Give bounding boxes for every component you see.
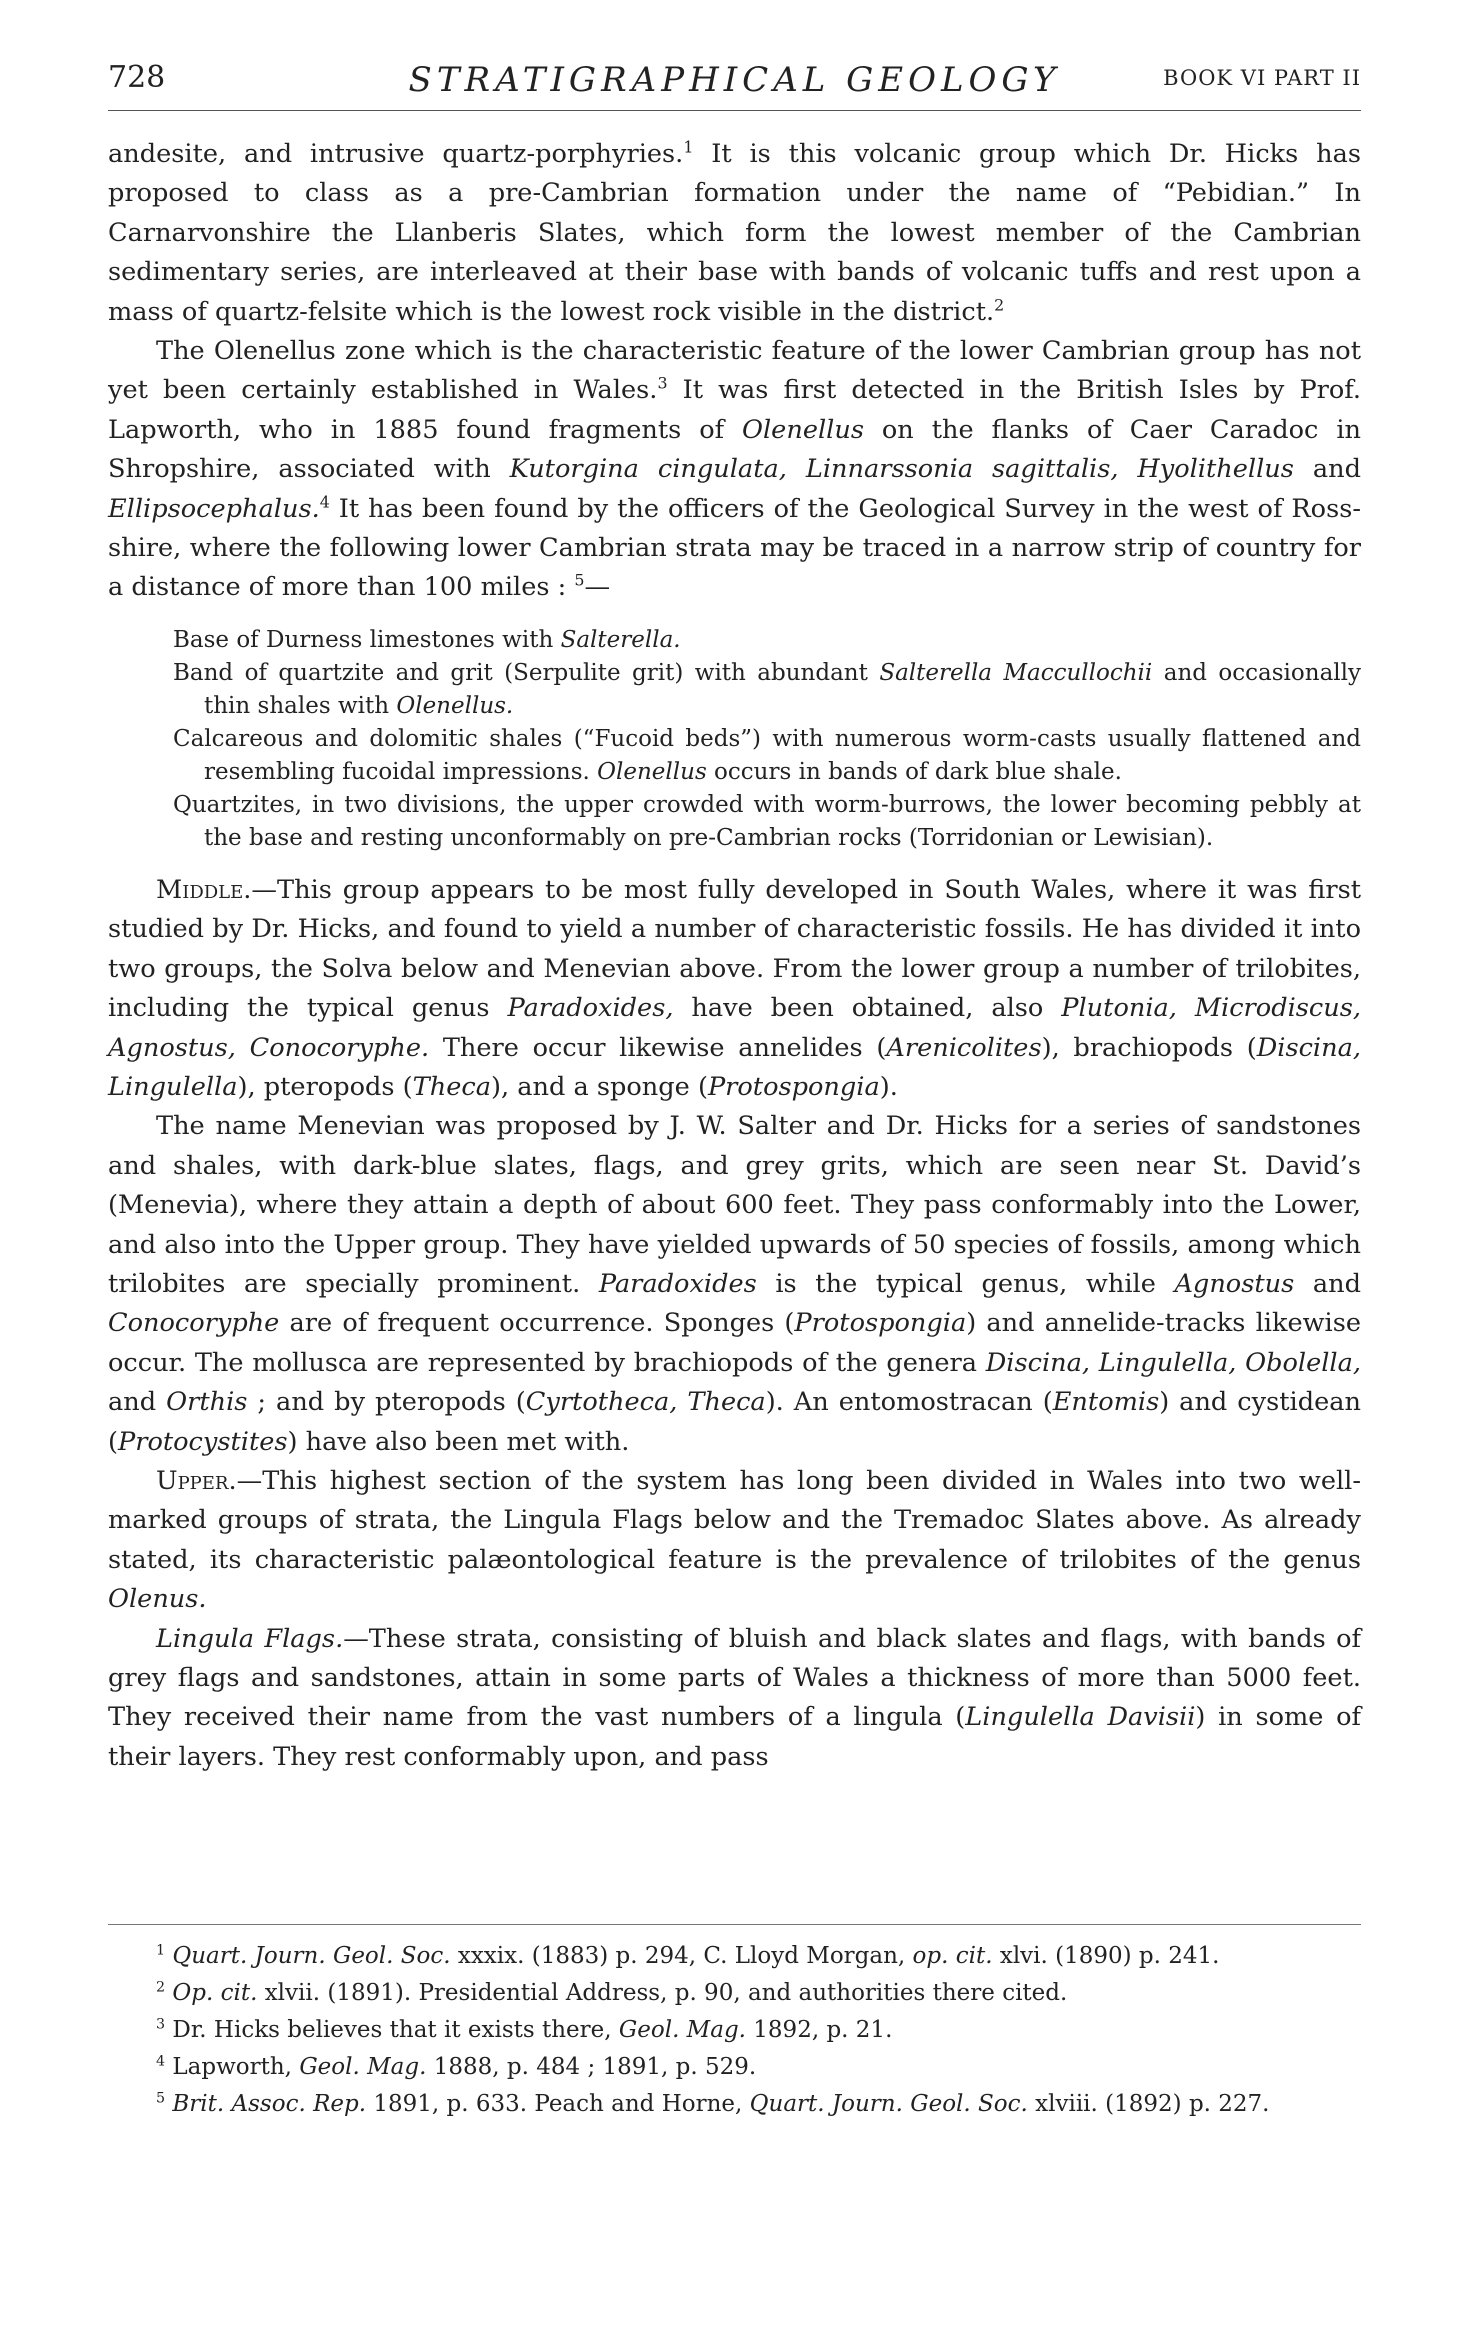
italic-text: Agnostus — [1174, 1268, 1295, 1299]
footnote-marker: 1 — [683, 137, 694, 157]
running-header — [108, 60, 1361, 104]
italic-text: Salterella. — [560, 626, 681, 653]
italic-text: Cyrtotheca, Theca — [525, 1387, 766, 1418]
italic-text: Op. cit. — [172, 1980, 258, 2006]
italic-text: Geol. Mag. — [618, 2017, 746, 2043]
footnotes — [108, 1938, 1361, 2123]
paragraph: andesite, and intrusive quartz-porphyries.$^1$ It is this volcanic group which Dr. Hicks has proposed to class as a pre-Cambrian formation under the name of “Pebidian.” In Carnarvonshire the Llanberis Slates, which form the lowest member of the Cambrian sedimentary series, are interleaved at their base with bands of volcanic tuffs and rest upon a mass of quartz-felsite which is the lowest rock visible in the district.$^2$ — [108, 137, 1361, 327]
paragraph: The name Menevian was proposed by J. W. Salter and Dr. Hicks for a series of sandstones and shales, with dark-blue slates, flags, and grey grits, which are seen near St. David’s (Menevia), where they attain a depth of about 600 feet. They pass conformably into the Lower, and also into the Upper group. They have yielded upwards of 50 species of fossils, among which trilobites are specially prominent. Paradoxides is the typical genus, while Agnostus and Conocoryphe are of frequent occurrence. Sponges (Protospongia) and annelide-tracks likewise occur. The mollusca are represented by brachiopods of the genera Discina, Lingulella, Obolella, and Orthis ; and by pteropods (Cyrtotheca, Theca). An entomostracan (Entomis) and cystidean (Protocystites) have also been met with. — [108, 1111, 1362, 1457]
italic-text: Paradoxides — [598, 1268, 757, 1299]
italic-text: Orthis — [166, 1387, 248, 1418]
italic-text: Olenellus. — [396, 692, 514, 719]
footnote: $^3$ Dr. Hicks believes that it exists there, Geol. Mag. 1892, p. 21. — [156, 2016, 893, 2043]
strata-list — [173, 624, 1361, 855]
footnote-marker: 2 — [156, 1979, 166, 1996]
footnote-marker: 5 — [156, 2090, 166, 2107]
italic-text: Plutonia, Microdiscus, Agnostus, Conocoryphe. — [108, 993, 1361, 1063]
italic-text: Theca — [412, 1071, 491, 1102]
italic-text: Lingula Flags. — [156, 1623, 344, 1654]
footnote-rule — [108, 1924, 1361, 1925]
italic-text: Discina, Lingulella — [108, 1032, 1361, 1102]
italic-text: Geol. Mag. — [299, 2054, 427, 2080]
paragraph: Upper.—This highest section of the system has long been divided in Wales into two well-marked groups of strata, the Lingula Flags below and the Tremadoc Slates above. As already stated, its characteristic palæontological feature is the prevalence of trilobites of the genus Olenus. — [108, 1465, 1361, 1615]
footnote-marker: 5 — [574, 570, 585, 590]
strata-item: Quartzites, in two divisions, the upper crowded with worm-burrows, the lower becoming pebbly at the base and resting unconformably on pre-Cambrian rocks (Torridonian or Lewisian). — [173, 791, 1361, 851]
page-number: 728 — [108, 60, 166, 95]
italic-text: Kutorgina cingulata, Linnarssonia sagittalis, Hyolithellus — [509, 454, 1294, 485]
footnote: $^4$ Lapworth, Geol. Mag. 1888, p. 484 ; 1891, p. 529. — [156, 2053, 757, 2080]
footnote-marker: 4 — [156, 2053, 166, 2070]
italic-text: Olenellus — [597, 758, 707, 785]
footnote: $^2$ Op. cit. xlvii. (1891). Presidential Address, p. 90, and authorities there cited. — [156, 1979, 1068, 2006]
strata-item: Band of quartzite and grit (Serpulite grit) with abundant Salterella Maccullochii and occasionally thin shales with Olenellus. — [173, 659, 1361, 719]
paragraph: Lingula Flags.—These strata, consisting of bluish and black slates and flags, with bands of grey flags and sandstones, attain in some parts of Wales a thickness of more than 5000 feet. They received their name from the vast numbers of a lingula (Lingulella Davisii) in some of their layers. They rest conformably upon, and pass — [108, 1623, 1361, 1772]
italic-text: Protospongia — [794, 1308, 967, 1339]
footnote: $^5$ Brit. Assoc. Rep. 1891, p. 633. Peach and Horne, Quart. Journ. Geol. Soc. xlviii. (1892) p. 227. — [156, 2090, 1270, 2117]
strata-item: Calcareous and dolomitic shales (“Fucoid beds”) with numerous worm-casts usually flattened and resembling fucoidal impressions. Olenellus occurs in bands of dark blue shale. — [173, 725, 1361, 785]
italic-text: Salterella Maccullochii — [879, 659, 1153, 686]
italic-text: Protocystites — [118, 1426, 288, 1457]
footnote-marker: 2 — [994, 295, 1005, 315]
main-text — [108, 135, 1361, 1777]
footnote-marker: 1 — [156, 1942, 166, 1959]
strata-item: Base of Durness limestones with Salterella. — [173, 626, 681, 653]
footnote: $^1$ Quart. Journ. Geol. Soc. xxxix. (1883) p. 294, C. Lloyd Morgan, op. cit. xlvi. (1890) p. 241. — [156, 1942, 1220, 1969]
footnote-marker: 3 — [657, 373, 668, 393]
book-part-label: BOOK VI PART II — [1163, 66, 1361, 90]
header-rule — [108, 110, 1361, 111]
italic-text: Arenicolites — [886, 1032, 1042, 1063]
italic-text: Olenus. — [108, 1584, 207, 1615]
italic-text: Protospongia — [707, 1071, 880, 1102]
italic-text: Olenellus — [742, 414, 864, 445]
paragraph: Middle.—This group appears to be most fully developed in South Wales, where it was first studied by Dr. Hicks, and found to yield a number of characteristic fossils. He has divided it into two groups, the Solva below and Menevian above. From the lower group a number of trilobites, including the typical genus Paradoxides, have been obtained, also Plutonia, Microdiscus, Agnostus, Conocoryphe. There occur likewise annelides (Arenicolites), brachiopods (Discina, Lingulella), pteropods (Theca), and a sponge (Protospongia). — [108, 874, 1361, 1102]
italic-text: Conocoryphe — [108, 1308, 280, 1339]
italic-text: Paradoxides, — [507, 993, 674, 1024]
paragraph: The Olenellus zone which is the characteristic feature of the lower Cambrian group has not yet been certainly established in Wales.$^3$ It was first detected in the British Isles by Prof. Lapworth, who in 1885 found fragments of Olenellus on the flanks of Caer Caradoc in Shropshire, associated with Kutorgina cingulata, Linnarssonia sagittalis, Hyolithellus and Ellipsocephalus.$^4$ It has been found by the officers of the Geological Survey in the west of Ross-shire, where the following lower Cambrian strata may be traced in a narrow strip of country for a distance of more than 100 miles : $^5$— — [108, 336, 1362, 603]
section-heading: Upper. — [156, 1465, 237, 1496]
footnote-marker: 4 — [319, 492, 330, 512]
section-heading: Middle. — [156, 874, 252, 905]
italic-text: Quart. Journ. Geol. Soc. — [172, 1943, 451, 1969]
italic-text: Quart. Journ. Geol. Soc. — [749, 2091, 1028, 2117]
footnote-marker: 3 — [156, 2016, 166, 2033]
italic-text: Entomis — [1052, 1387, 1160, 1418]
italic-text: Ellipsocephalus. — [108, 493, 320, 524]
running-title: STRATIGRAPHICAL GEOLOGY — [408, 60, 1061, 100]
italic-text: op. cit. — [912, 1943, 993, 1969]
italic-text: Lingulella Davisii — [965, 1702, 1196, 1733]
italic-text: Brit. Assoc. Rep. — [172, 2091, 367, 2117]
italic-text: Discina, Lingulella, Obolella, — [985, 1347, 1362, 1378]
